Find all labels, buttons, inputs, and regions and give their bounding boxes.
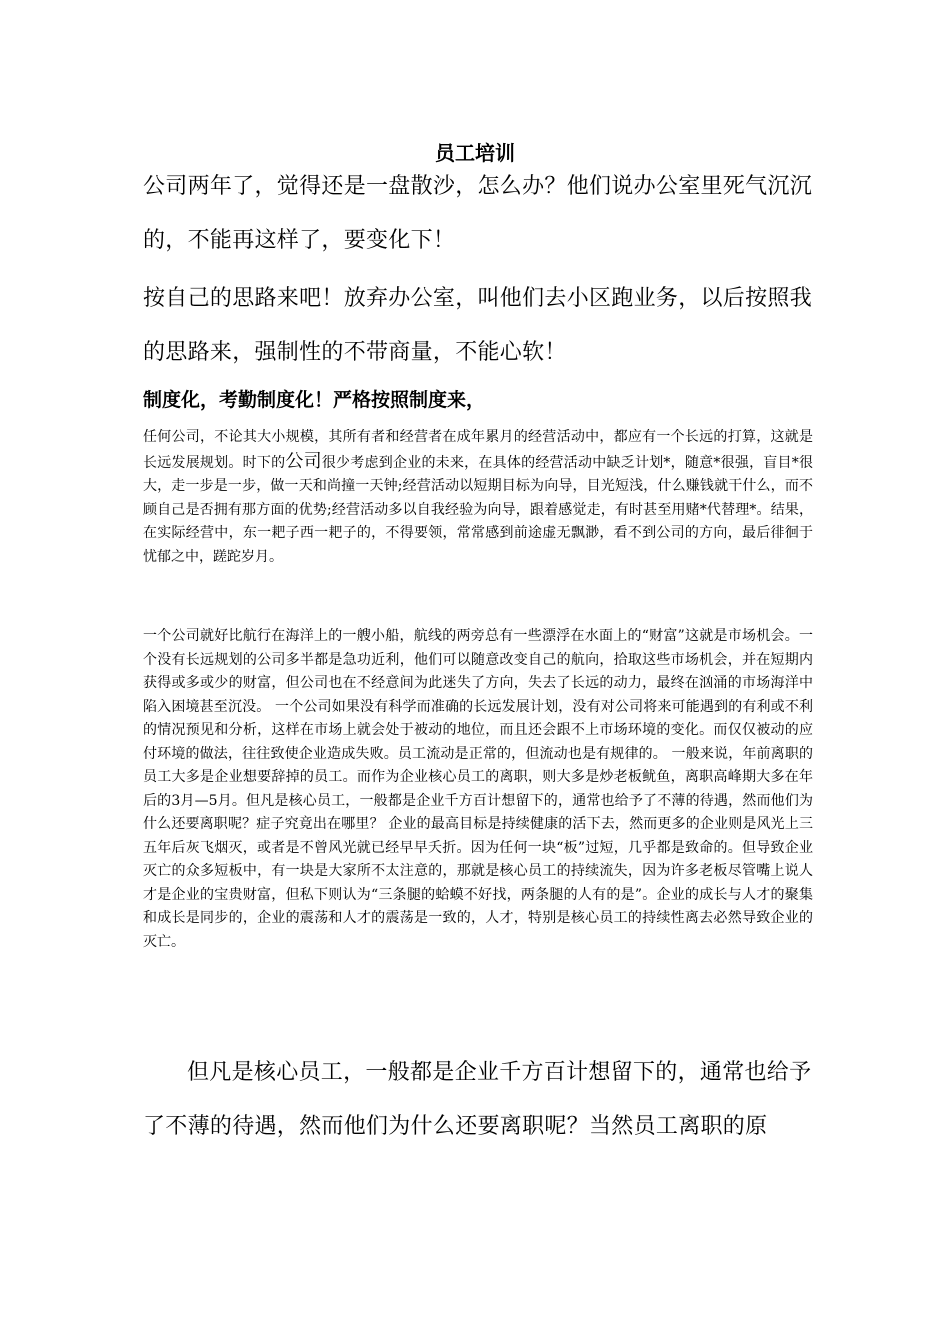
paragraph-core-staff: 但凡是核心员工，一般都是企业千方百计想留下的，通常也给予了不薄的待遇，然而他们为什么还要离职呢？当然员工离职的原 [143,1060,812,1139]
paragraph-planning-text-a: 任何公司，不论其大小规模，其所有者和经营者在成年累月的经营活动中，都应有一个长远的打算，这就是长远发展规划。时下的 [143,429,813,471]
paragraph-planning-emphasis: 公司 [285,450,322,472]
paragraph-planning [143,426,813,569]
paragraph-approach: 按自己的思路来吧！放弃办公室，叫他们去小区跑业务，以后按照我的思路来，强制性的不带商量，不能心软！ [143,286,813,365]
document-title: 员工培训 [435,141,515,165]
paragraph-intro: 公司两年了，觉得还是一盘散沙，怎么办？他们说办公室里死气沉沉的，不能再这样了，要变化下！ [143,174,813,253]
paragraph-market: 一个公司就好比航行在海洋上的一艘小船，航线的两旁总有一些漂浮在水面上的“财富”这就是市场机会。一个没有长远规划的公司多半都是急功近利，他们可以随意改变自己的航向，拾取这些市场机会，并在短期内获得或多或少的财富，但公司也在不经意间为此迷失了方向，失去了长远的动力，最终在汹涌的市场海洋中陷入困境甚至沉没。 一个公司如果没有科学而准确的长远发展计划，没有对公司将来可能遇到的有利或不利的情况预见和分析，这样在市场上就会处于被动的地位，而且还会跟不上市场环境的变化。而仅仅被动的应付环境的做法，往往致使企业造成失败。员工流动是正常的，但流动也是有规律的。 一般来说，年前离职的员工大多是企业想要辞掉的员工。而作为企业核心员工的离职，则大多是炒老板鱿鱼，离职高峰期大多在年后的3月—5月。但凡是核心员工，一般都是企业千方百计想留下的，通常也给予了不薄的待遇，然而他们为什么还要离职呢？症子究竟出在哪里？ 企业的最高目标是持续健康的活下去，然而更多的企业则是风光上三五年后灰飞烟灭，或者是不曾风光就已经早早夭折。因为任何一块“板”过短，几乎都是致命的。但导致企业灭亡的众多短板中，有一块是大家所不太注意的，那就是核心员工的持续流失，因为许多老板尽管嘴上说人才是企业的宝贵财富，但私下则认为“三条腿的蛤蟆不好找，两条腿的人有的是”。企业的成长与人才的聚集和成长是同步的，企业的震荡和人才的震荡是一致的，人才，特别是核心员工的持续性离去必然导致企业的灭亡。 [143,628,813,950]
paragraph-planning-text-b: 很少考虑到企业的未来，在具体的经营活动中缺乏计划*，随意*很强，盲目*很大，走一步是一步，做一天和尚撞一天钟;经营活动以短期目标为向导，目光短浅，什么赚钱就干什么，而不顾自己是否拥有那方面的优势;经营活动多以自我经验为向导，跟着感觉走，有时甚至用赌*代替理*。结果，在实际经营中，东一耙子西一耙子的，不得要领，常常感到前途虚无飘渺，看不到公司的方向，最后徘徊于忧郁之中，蹉跎岁月。 [143,454,814,565]
section-heading: 制度化，考勤制度化！严格按照制度来， [143,389,486,411]
